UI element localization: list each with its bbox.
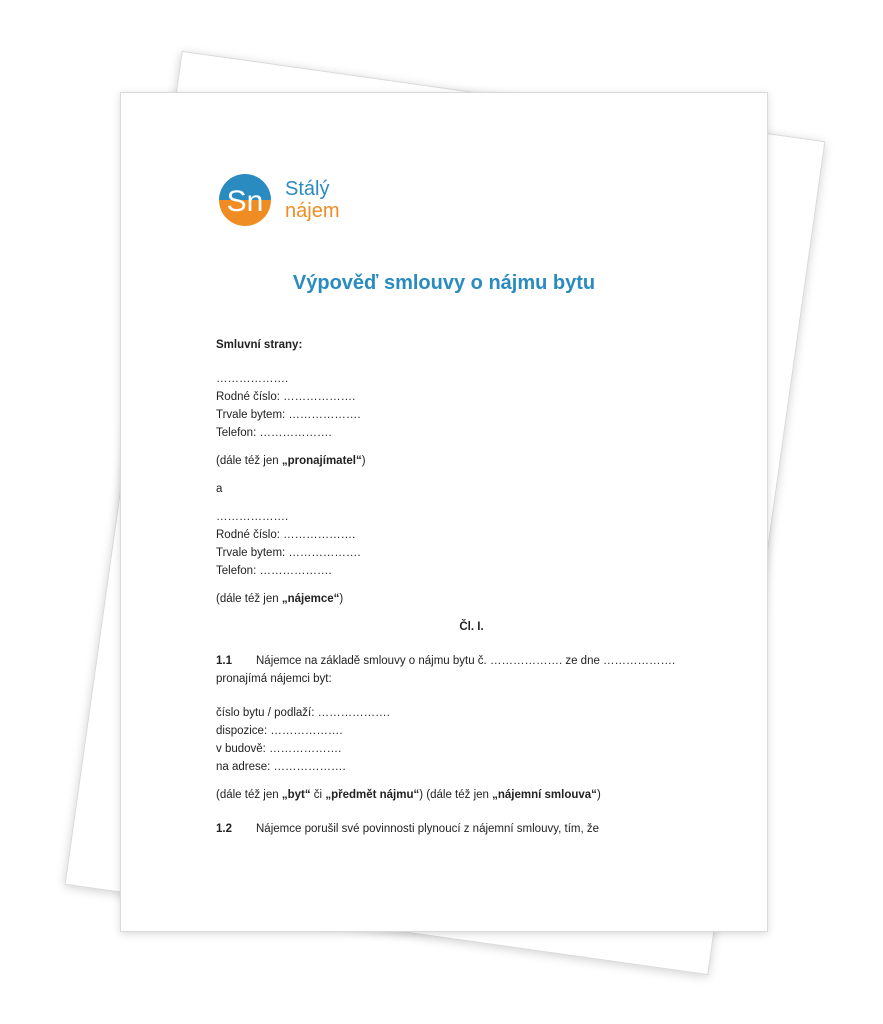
logo [217,171,339,229]
section-1-1: 1.1 Nájemce na základě smlouvy o nájmu bytu č. ………………. ze dne ………………. [216,655,676,667]
tenant-reference: (dále též jen „nájemce“) [216,593,344,605]
landlord-reference: (dále též jen „pronajímatel“) [216,455,366,467]
and-text: a [216,483,223,495]
article-heading: Čl. I. [459,621,484,633]
section-1-2: 1.2 Nájemce porušil své povinnosti plynoucí z nájemní smlouvy, tím, že [216,823,600,835]
tenant-address: Trvale bytem: ………………. [216,547,361,559]
document-body [216,336,727,838]
tenant-birth-number: Rodné číslo: ………………. [216,529,356,541]
document-title: Výpověď smlouvy o nájmu bytu [292,272,596,294]
logo-letters: Sn [226,185,264,218]
landlord-birth-number: Rodné číslo: ………………. [216,391,356,403]
landlord-phone: Telefon: ………………. [216,427,332,439]
section-1-1-continued: pronajímá nájemci byt: [216,673,332,685]
landlord-name: ………………. [216,373,289,385]
flat-building: v budově: ………………. [216,743,342,755]
flat-number: číslo bytu / podlaží: ………………. [216,707,390,719]
parties-heading: Smluvní strany: [216,339,303,351]
logo-line1: Stálý [285,178,330,200]
landlord-address: Trvale bytem: ………………. [216,409,361,421]
logo-line2: nájem [285,200,340,222]
tenant-name: ………………. [216,511,289,523]
document-page [120,92,768,932]
flat-layout: dispozice: ………………. [216,725,343,737]
flat-reference: (dále též jen „byt“ či „předmět nájmu“) (dále též jen „nájemní smlouva“) [216,789,601,801]
tenant-phone: Telefon: ………………. [216,565,332,577]
flat-address: na adrese: ………………. [216,761,346,773]
logo-icon [217,171,273,229]
